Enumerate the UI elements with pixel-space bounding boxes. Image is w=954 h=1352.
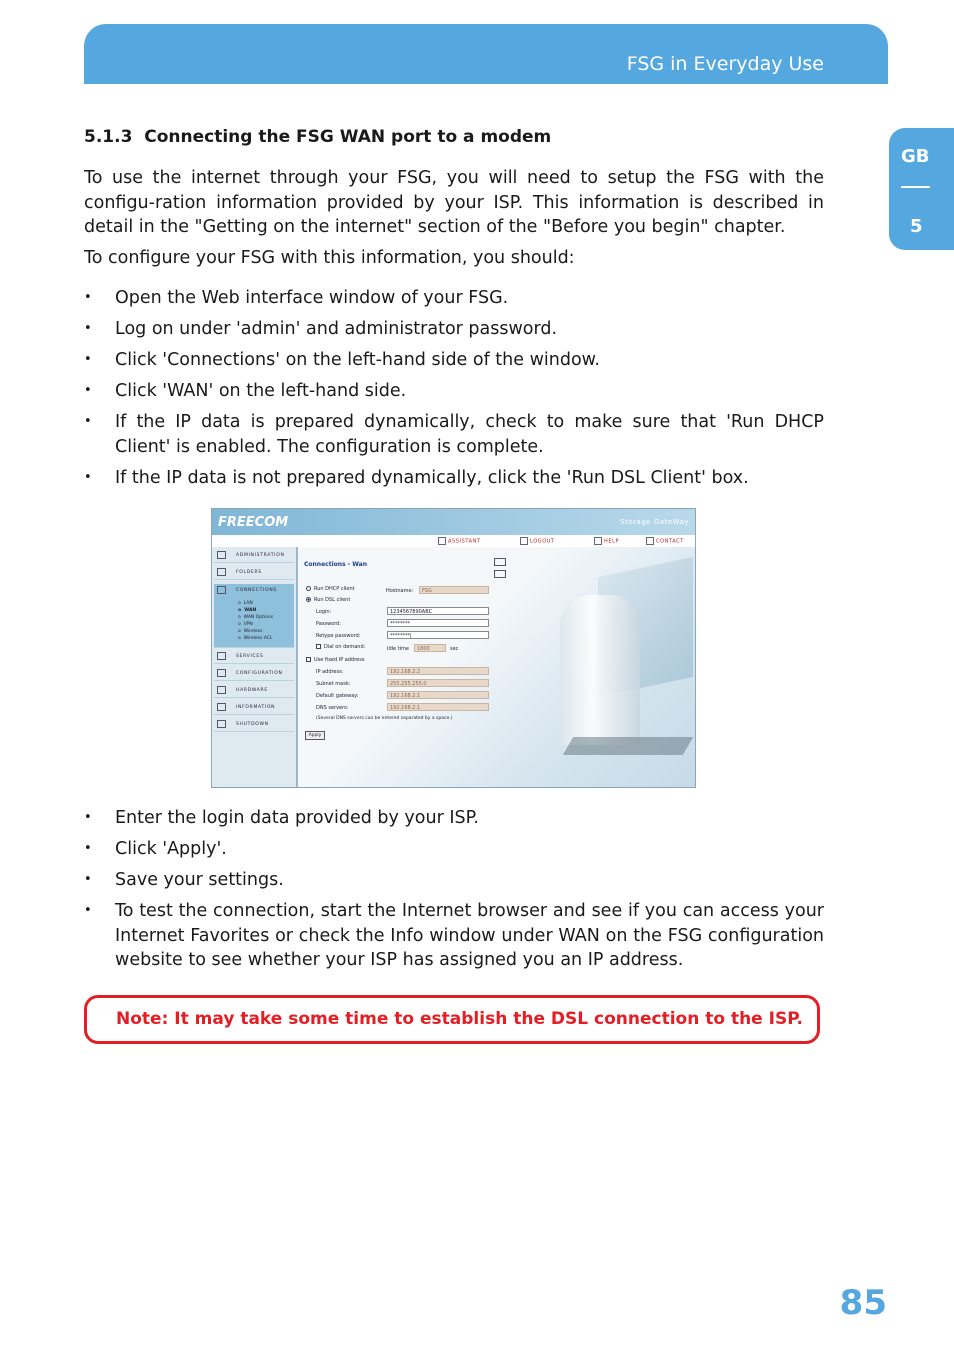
sub-item-label: Wireless ACL (243, 636, 273, 641)
sidebar-item-label: SERVICES (236, 654, 264, 659)
section-number: 5.1.3 (84, 127, 133, 147)
sidebar-item-folders[interactable] (214, 566, 294, 580)
sub-item-label: LAN (243, 601, 253, 606)
idle-time-unit: sec (450, 646, 459, 652)
list-item: • Click 'Apply'. (84, 837, 824, 862)
list-item: • Click 'WAN' on the left-hand side. (84, 379, 824, 404)
screenshot-banner (212, 509, 695, 535)
sidebar-item-label: FOLDERS (236, 570, 262, 575)
list-item: • Open the Web interface window of your FSG. (84, 286, 824, 311)
steps-list-before (84, 286, 824, 497)
tab-contact[interactable] (646, 537, 684, 545)
information-icon (217, 703, 226, 711)
chapter-number: 5 (910, 216, 923, 237)
list-item: • Log on under 'admin' and administrator password. (84, 317, 824, 342)
tab-label: HELP (604, 538, 620, 545)
shutdown-icon (217, 720, 226, 728)
sub-item-lan[interactable]: o LAN (238, 601, 253, 606)
sidebar-item-information[interactable] (214, 701, 294, 715)
gateway-label: Default gateway: (316, 693, 359, 699)
dns-field[interactable]: 192.168.2.1 (387, 703, 489, 711)
dial-on-demand-option[interactable] (316, 644, 365, 650)
tab-divider (901, 186, 930, 188)
option-label: Run DSL client (314, 597, 351, 603)
contact-icon (646, 537, 654, 545)
services-icon (217, 652, 226, 660)
retype-password-field[interactable]: ********| (387, 631, 489, 639)
tab-assistant[interactable] (438, 537, 481, 545)
idle-time-label: Idle time (387, 646, 409, 652)
sidebar-item-label: CONNECTIONS (236, 588, 277, 593)
radio-button[interactable] (306, 586, 311, 591)
list-item: • To test the connection, start the Internet browser and see if you can access your Internet Favorites or check the Info window under WAN on the FSG configuration website to see whether your ISP has assigned you an IP address. (84, 899, 824, 973)
sub-item-label: WAN Options (243, 615, 274, 620)
sidebar-item-label: ADMINISTRATION (236, 553, 285, 558)
intro-paragraph: To use the internet through your FSG, you will need to setup the FSG with the configu-ration information provided by your ISP. This information is described in detail in the "Getting on the internet" section of the "Before you begin" chapter. (84, 168, 824, 237)
checkbox[interactable] (306, 657, 311, 662)
sub-item-wireless-acl[interactable]: o Wireless ACL (238, 636, 273, 641)
sidebar-item-shutdown[interactable] (214, 718, 294, 732)
screenshot-content (298, 547, 695, 787)
screenshot-header (212, 509, 695, 547)
run-dsl-option[interactable] (306, 597, 350, 603)
sub-item-label: VPN (243, 622, 253, 627)
option-label: Dial on demand: (324, 644, 366, 650)
freecom-logo: FREECOM (218, 515, 289, 530)
fixed-ip-option[interactable] (306, 657, 364, 663)
retype-password-label: Retype password: (316, 633, 361, 639)
sidebar-item-connections[interactable] (214, 584, 294, 648)
sub-item-wan[interactable]: o WAN (238, 608, 257, 613)
sub-item-vpn[interactable]: o VPN (238, 622, 253, 627)
chapter-header (84, 24, 888, 84)
dns-label: DNS servers: (316, 705, 349, 711)
list-item: • If the IP data is prepared dynamically, check to make sure that 'Run DHCP Client' is enabled. The configuration is complete. (84, 410, 824, 459)
sub-item-label: Wireless (243, 629, 263, 634)
help-icon (594, 537, 602, 545)
logout-icon (520, 537, 528, 545)
screenshot-sidebar (212, 547, 298, 787)
sidebar-item-hardware[interactable] (214, 684, 294, 698)
list-item: • If the IP data is not prepared dynamically, click the 'Run DSL Client' box. (84, 466, 824, 491)
sidebar-item-services[interactable] (214, 650, 294, 664)
hostname-label: Hostname: (386, 588, 414, 594)
page-number: 85 (839, 1283, 887, 1323)
tab-label: CONTACT (656, 538, 684, 545)
configure-intro: To configure your FSG with this information, you should: (84, 248, 575, 268)
folder-icon (217, 568, 226, 576)
form-title: Connections - Wan (304, 561, 367, 568)
note-text: Note: It may take some time to establish the DSL connection to the ISP. (116, 1009, 803, 1029)
gateway-field[interactable]: 192.168.2.1 (387, 691, 489, 699)
dns-note: (Several DNS servers can be entered separated by a space.) (316, 716, 453, 721)
chapter-title: FSG in Everyday Use (626, 53, 824, 75)
administration-icon (217, 551, 226, 559)
subnet-mask-field[interactable]: 255.255.255.0 (387, 679, 489, 687)
side-tab (889, 128, 954, 250)
tab-help[interactable] (594, 537, 619, 545)
device-illustration (560, 595, 640, 745)
sidebar-item-label: INFORMATION (236, 705, 276, 710)
keyboard-illustration (563, 737, 693, 755)
sidebar-item-configuration[interactable] (214, 667, 294, 681)
password-field[interactable]: ******** (387, 619, 489, 627)
login-field[interactable]: 1234567890ABC (387, 607, 489, 615)
network-status-icon (494, 570, 506, 578)
steps-list-after (84, 806, 824, 979)
list-item: • Save your settings. (84, 868, 824, 893)
list-item: • Enter the login data provided by your ISP. (84, 806, 824, 831)
assistant-icon (438, 537, 446, 545)
network-status-icon (494, 558, 506, 566)
idle-time-field[interactable]: 1800 (414, 644, 446, 652)
hardware-icon (217, 686, 226, 694)
connections-icon (217, 586, 226, 594)
radio-button[interactable] (306, 597, 311, 602)
run-dhcp-option[interactable] (306, 586, 355, 592)
configuration-icon (217, 669, 226, 677)
section-title: Connecting the FSG WAN port to a modem (144, 127, 552, 147)
web-interface-screenshot (211, 508, 696, 788)
top-tabs (300, 537, 690, 547)
option-label: Use fixed IP address (314, 657, 365, 663)
tab-label: LOGOUT (530, 538, 555, 545)
tab-logout[interactable] (520, 537, 555, 545)
sidebar-item-label: CONFIGURATION (236, 671, 283, 676)
subnet-mask-label: Subnet mask: (316, 681, 351, 687)
sidebar-item-administration[interactable] (214, 549, 294, 563)
sidebar-item-label: HARDWARE (236, 688, 268, 693)
sub-item-wireless[interactable]: o Wireless (238, 629, 263, 634)
password-label: Password: (316, 621, 342, 627)
ip-address-label: IP address: (316, 669, 344, 675)
brand-label: Storage GateWay (620, 518, 689, 526)
sub-item-label: WAN (244, 608, 257, 613)
tab-label: ASSISTANT (448, 538, 481, 545)
ip-address-field[interactable]: 192.168.2.2 (387, 667, 489, 675)
login-label: Login: (316, 609, 332, 615)
apply-button[interactable]: Apply (305, 731, 325, 740)
option-label: Run DHCP client (314, 586, 355, 592)
language-code: GB (901, 146, 930, 167)
sub-item-wan-options[interactable]: o WAN Options (238, 615, 274, 620)
note-box (84, 995, 820, 1044)
section-heading (84, 127, 551, 147)
checkbox[interactable] (316, 644, 321, 649)
sidebar-item-label: SHUTDOWN (236, 722, 269, 727)
list-item: • Click 'Connections' on the left-hand side of the window. (84, 348, 824, 373)
hostname-field[interactable]: FSG (419, 586, 489, 594)
